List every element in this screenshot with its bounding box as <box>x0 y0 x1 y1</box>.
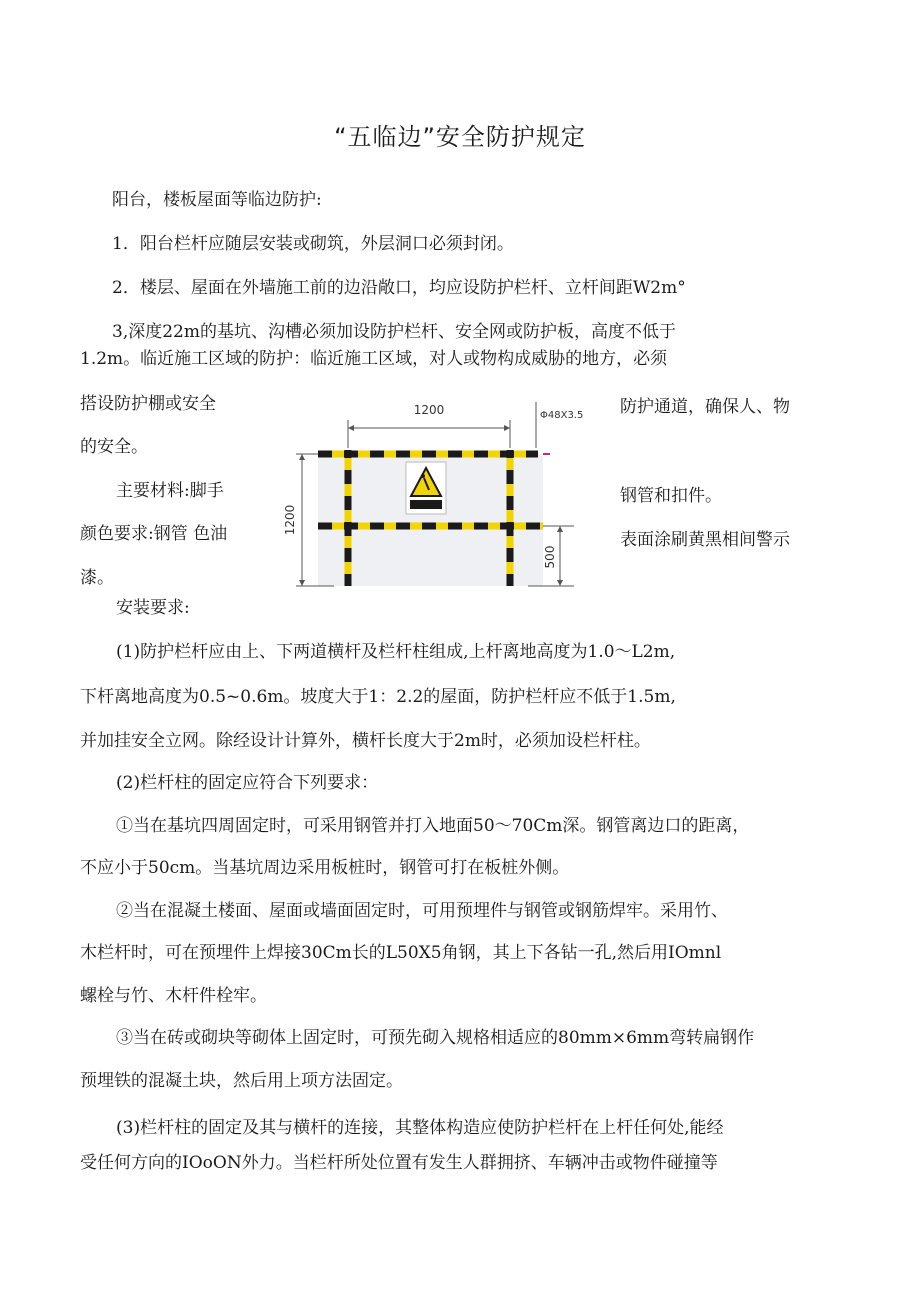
paragraph-line: 1．阳台栏杆应随层安装或砌筑，外层洞口必须封闭。 <box>112 234 514 254</box>
left-column-line: 颜色要求:钢管 色油 <box>80 524 228 544</box>
left-column-line: 搭设防护棚或安全 <box>80 394 216 414</box>
paragraph-line: 阳台，楼板屋面等临边防护: <box>112 190 322 210</box>
paragraph-line: 木栏杆时，可在预埋件上焊接30Cm长的L50X5角钢，其上下各钻一孔,然后用IOmnl <box>80 943 722 963</box>
left-column-line: 的安全。 <box>80 437 148 457</box>
paragraph-line: 3,深度22m的基坑、沟槽必须加设防护栏杆、安全网或防护板，高度不低于 <box>112 322 676 342</box>
paragraph-line: 受任何方向的IOoON外力。当栏杆所处位置有发生人群拥挤、车辆冲击或物件碰撞等 <box>80 1153 718 1173</box>
paragraph-line: 下杆离地高度为0.5~0.6m。坡度大于1：2.2的屋面，防护栏杆应不低于1.5m, <box>80 687 676 707</box>
lower-dimension-label: 500 <box>543 545 557 569</box>
height-dimension-label: 1200 <box>283 504 297 536</box>
width-dimension-label: 1200 <box>413 403 445 417</box>
paragraph-line: 螺栓与竹、木杆件栓牢。 <box>80 986 267 1006</box>
paragraph-line: (3)栏杆柱的固定及其与横杆的连接，其整体构造应使防护栏杆在上杆任何处,能经 <box>116 1118 724 1138</box>
right-column-line: 钢管和扣件。 <box>620 486 722 506</box>
section-heading: 安装要求: <box>116 598 190 618</box>
paragraph-line: 1.2m。临近施工区域的防护：临近施工区域，对人或物构成威胁的地方，必须 <box>80 349 668 369</box>
paragraph-line: ③当在砖或砌块等砌体上固定时，可预先砌入规格相适应的80mm×6mm弯转扁钢作 <box>116 1028 755 1048</box>
right-column-line: 防护通道，确保人、物 <box>620 397 790 417</box>
paragraph-line: 并加挂安全立网。除经设计计算外，横杆长度大于2m时，必须加设栏杆柱。 <box>80 731 651 751</box>
paragraph-line: (1)防护栏杆应由上、下两道横杆及栏杆柱组成,上杆离地高度为1.0～L2m, <box>116 642 676 662</box>
railing-diagram <box>283 392 618 592</box>
arrow-icon <box>299 454 305 460</box>
paragraph-line: ①当在基坑四周固定时，可采用钢管并打入地面50～70Cm深。钢管离边口的距离， <box>116 816 750 836</box>
warning-sign-label-bar <box>410 500 442 509</box>
right-column-line: 表面涂刷黄黑相间警示 <box>620 530 790 550</box>
paragraph-line: (2)栏杆柱的固定应符合下列要求： <box>116 773 379 793</box>
arrow-icon <box>557 580 563 586</box>
left-column-line: 主要材料:脚手 <box>116 481 224 501</box>
paragraph-line: 2．楼层、屋面在外墙施工前的边沿敞口，均应设防护栏杆、立杆间距W2m° <box>112 278 686 298</box>
arrow-icon <box>557 526 563 532</box>
arrow-icon <box>299 580 305 586</box>
arrow-icon <box>504 425 510 431</box>
paragraph-line: ②当在混凝土楼面、屋面或墙面固定时，可用预埋件与钢管或钢筋焊牢。采用竹、 <box>116 901 728 921</box>
page-title: “五临边”安全防护规定 <box>334 123 586 151</box>
pipe-spec-label: Φ48X3.5 <box>540 410 584 421</box>
paragraph-line: 不应小于50cm。当基坑周边采用板桩时，钢管可打在板桩外侧。 <box>80 858 570 878</box>
left-column-line: 漆。 <box>80 568 114 588</box>
paragraph-line: 预埋铁的混凝土块，然后用上项方法固定。 <box>80 1071 403 1091</box>
arrow-icon <box>348 425 354 431</box>
falling-person-head-icon <box>421 474 425 478</box>
